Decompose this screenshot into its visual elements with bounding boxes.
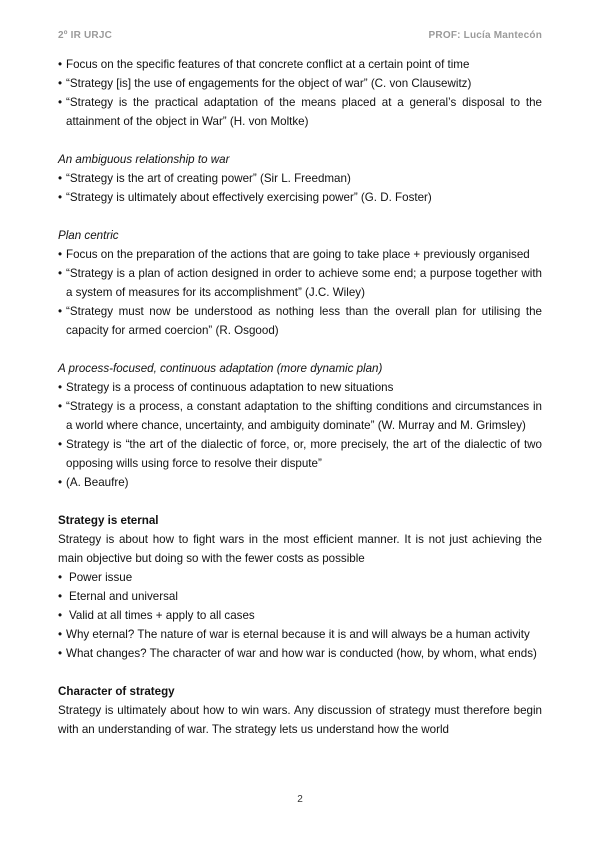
list-item: • Strategy is “the art of the dialectic of force, or, more precisely, the art of the dialectic of two opposing wills using force to resolve their dispute” xyxy=(58,435,542,473)
list-item: • Why eternal? The nature of war is eternal because it is and will always be a human activity xyxy=(58,625,542,644)
list-item: • Power issue xyxy=(58,568,542,587)
plan-list xyxy=(58,245,542,340)
list-item: • “Strategy is a process, a constant adaptation to the shifting conditions and circumstances in a world where chance, uncertainty, and ambiguity dominate” (W. Murray and M. Grimsley) xyxy=(58,397,542,435)
character-paragraph: Strategy is ultimately about how to win wars. Any discussion of strategy must therefore begin with an understanding of war. The strategy lets us understand how the world xyxy=(58,704,542,736)
list-item: • “Strategy is the practical adaptation of the means placed at a general’s disposal to the attainment of the object in War” (H. von Moltke) xyxy=(58,93,542,131)
list-item: • “Strategy must now be understood as nothing less than the overall plan for utilising the capacity for armed coercion” (R. Osgood) xyxy=(58,302,542,340)
list-item: • (A. Beaufre) xyxy=(58,473,542,492)
eternal-paragraph: Strategy is about how to fight wars in the most efficient manner. It is not just achieving the main objective but doing so with the fewer costs as possible xyxy=(58,533,542,565)
list-item: • Eternal and universal xyxy=(58,587,542,606)
header-course: 2º IR URJC xyxy=(58,30,112,41)
eternal-list xyxy=(58,568,542,663)
list-item: • Focus on the specific features of that concrete conflict at a certain point of time xyxy=(58,55,542,74)
section-title-eternal: Strategy is eternal xyxy=(58,514,159,527)
header-professor: PROF: Lucía Mantecón xyxy=(428,30,542,41)
section-title-process: A process-focused, continuous adaptation (more dynamic plan) xyxy=(58,362,383,375)
section-title-plan: Plan centric xyxy=(58,229,119,242)
list-item: • “Strategy is the art of creating power” (Sir L. Freedman) xyxy=(58,169,542,188)
intro-list xyxy=(58,55,542,131)
list-item: • Strategy is a process of continuous adaptation to new situations xyxy=(58,378,542,397)
page-header xyxy=(58,30,542,44)
list-item: • “Strategy is a plan of action designed in order to achieve some end; a purpose together with a system of measures for its accomplishment” (J.C. Wiley) xyxy=(58,264,542,302)
list-item: • What changes? The character of war and how war is conducted (how, by whom, what ends) xyxy=(58,644,542,663)
list-item: • Focus on the preparation of the actions that are going to take place + previously organised xyxy=(58,245,542,264)
document-body xyxy=(58,55,542,739)
section-title-ambiguous: An ambiguous relationship to war xyxy=(58,153,230,166)
section-title-character: Character of strategy xyxy=(58,685,175,698)
list-item: • “Strategy is ultimately about effectively exercising power” (G. D. Foster) xyxy=(58,188,542,207)
list-item: • Valid at all times + apply to all cases xyxy=(58,606,542,625)
list-item: • “Strategy [is] the use of engagements for the object of war” (C. von Clausewitz) xyxy=(58,74,542,93)
ambiguous-list xyxy=(58,169,542,207)
process-list xyxy=(58,378,542,492)
page-number: 2 xyxy=(297,794,303,805)
